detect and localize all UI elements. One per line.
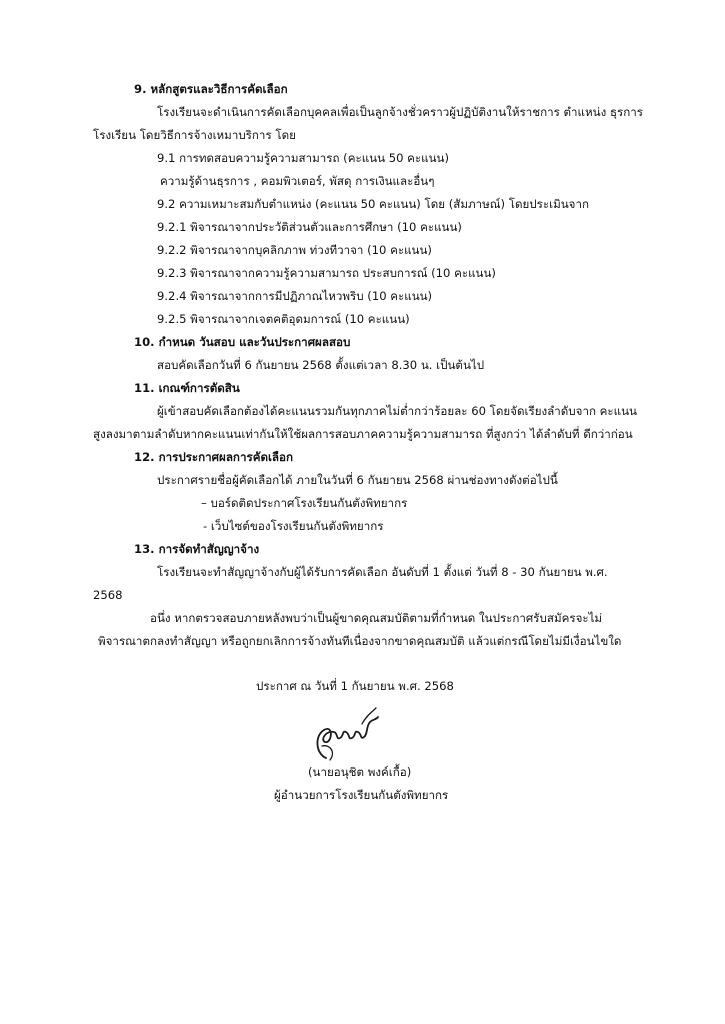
item-9-2: 9.2 ความเหมาะสมกับตำแหน่ง (คะแนน 50 คะแนน) โดย (สัมภาษณ์) โดยประเมินจาก xyxy=(157,197,589,211)
section-10-heading: 10. กำหนด วันสอบ และวันประกาศผลสอบ xyxy=(134,335,351,349)
section-11-body-line-1: ผู้เข้าสอบคัดเลือกต้องได้คะแนนรวมกันทุกภาคไม่ต่ำกว่าร้อยละ 60 โดยจัดเรียงลำดับจาก คะแนน xyxy=(157,404,637,418)
section-11-body-line-2: สูงลงมาตามลำดับหากคะแนนเท่ากันให้ใช้ผลการสอบภาคความรู้ความสามารถ ที่สูงกว่า ได้ลำดับที่ ดีกว่าก่อน xyxy=(93,427,633,441)
item-9-2-4: 9.2.4 พิจารณาจากการมีปฏิภาณไหวพริบ (10 คะแนน) xyxy=(157,289,433,303)
section-13-body-line-2: 2568 xyxy=(93,588,123,602)
section-11-heading: 11. เกณฑ์การตัดสิน xyxy=(134,381,240,395)
item-9-2-2: 9.2.2 พิจารณาจากบุคลิกภาพ ท่วงทีวาจา (10 คะแนน) xyxy=(157,243,432,257)
item-9-2-5: 9.2.5 พิจารณาจากเจตคติอุดมการณ์ (10 คะแนน) xyxy=(157,312,410,326)
item-9-2-3: 9.2.3 พิจารณาจากความรู้ความสามารถ ประสบการณ์ (10 คะแนน) xyxy=(157,266,496,280)
item-9-1-detail: ความรู้ด้านธุรการ , คอมพิวเตอร์, พัสดุ การเงินและอื่นๆ xyxy=(160,174,435,188)
section-13-note-line-2: พิจารณาตกลงทำสัญญา หรือถูกยกเลิกการจ้างทันทีเนื่องจากขาดคุณสมบัติ แล้วแต่กรณีโดยไม่มีเงื่อนไขใด xyxy=(98,634,622,648)
item-9-2-1: 9.2.1 พิจารณาจากประวัติส่วนตัวและการศึกษา (10 คะแนน) xyxy=(157,220,462,234)
section-12-heading: 12. การประกาศผลการคัดเลือก xyxy=(134,450,294,464)
section-12-body: ประกาศรายชื่อผู้คัดเลือกได้ ภายในวันที่ 6 กันยายน 2568 ผ่านช่องทางดังต่อไปนี้ xyxy=(157,473,558,487)
signer-name: (นายอนุชิต พงค์เกื้อ) xyxy=(308,765,412,779)
section-9-paragraph-line-1: โรงเรียนจะดำเนินการคัดเลือกบุคคลเพื่อเป็นลูกจ้างชั่วคราวผู้ปฏิบัติงานให้ราชการ ตำแหน่ง ธุรการ xyxy=(157,105,644,119)
item-9-1: 9.1 การทดสอบความรู้ความสามารถ (คะแนน 50 คะแนน) xyxy=(157,151,449,165)
section-13-heading: 13. การจัดทำสัญญาจ้าง xyxy=(134,542,260,556)
section-10-body: สอบคัดเลือกวันที่ 6 กันยายน 2568 ตั้งแต่เวลา 8.30 น. เป็นต้นไป xyxy=(157,358,485,372)
section-12-channel-website: - เว็บไซต์ของโรงเรียนกันตังพิทยากร xyxy=(203,519,384,533)
section-13-body-line-1: โรงเรียนจะทำสัญญาจ้างกับผู้ได้รับการคัดเลือก อันดับที่ 1 ตั้งแต่ วันที่ 8 - 30 กันยายน พ.ศ. xyxy=(157,565,608,579)
section-12-channel-board: – บอร์ดติดประกาศโรงเรียนกันตังพิทยากร xyxy=(201,496,408,510)
section-9-heading: 9. หลักสูตรและวิธีการคัดเลือก xyxy=(134,82,288,96)
signature-image xyxy=(312,700,382,764)
signer-title: ผู้อำนวยการโรงเรียนกันตังพิทยากร xyxy=(274,788,449,802)
section-9-paragraph-line-2: โรงเรียน โดยวิธีการจ้างเหมาบริการ โดย xyxy=(93,128,296,142)
announcement-date: ประกาศ ณ วันที่ 1 กันยายน พ.ศ. 2568 xyxy=(256,679,454,693)
section-13-note-line-1: อนึ่ง หากตรวจสอบภายหลังพบว่าเป็นผู้ขาดคุณสมบัติตามที่กำหนด ในประกาศรับสมัครจะไม่ xyxy=(150,611,603,625)
